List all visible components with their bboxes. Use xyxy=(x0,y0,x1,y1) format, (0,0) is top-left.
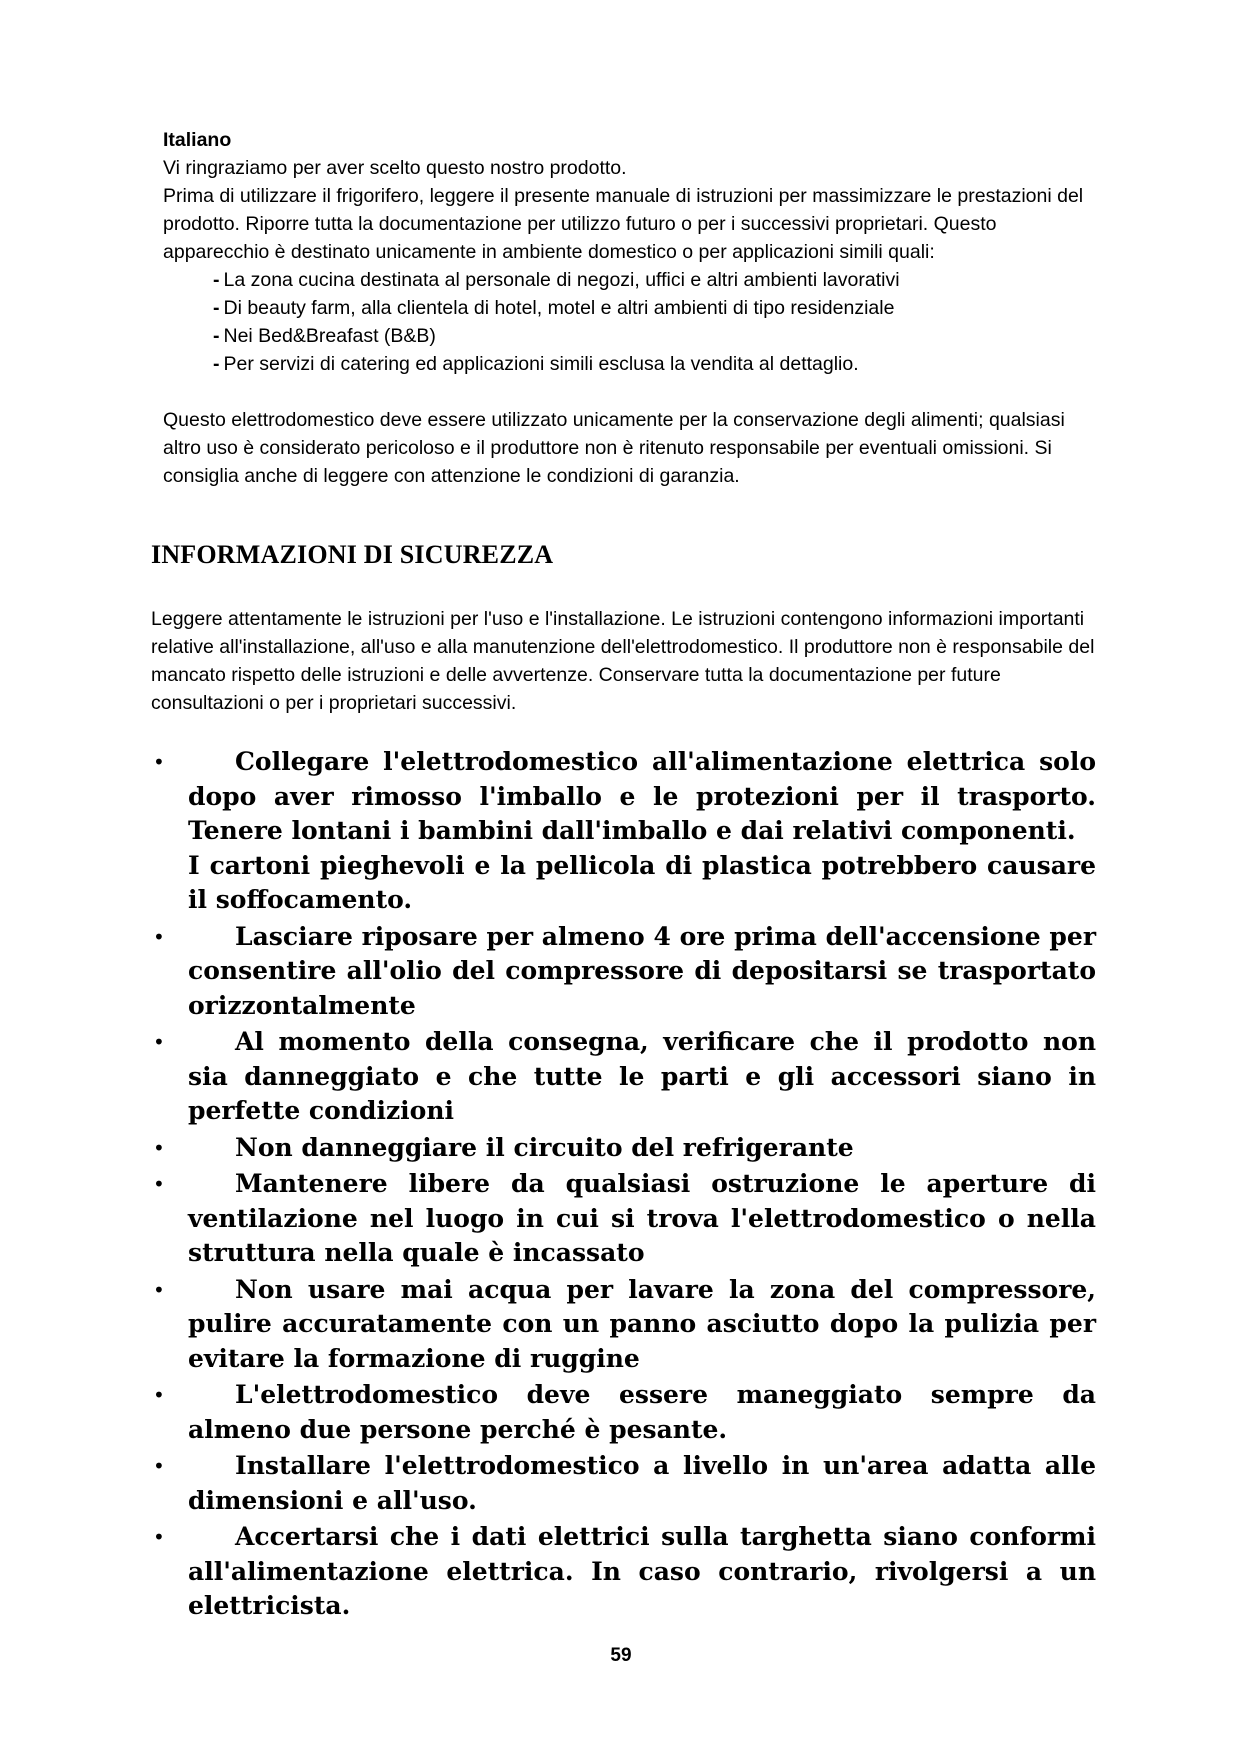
safety-item-text: Collegare l'elettrodomestico all'alimentazione elettrica solo dopo aver rimosso l'imballo e le protezioni per il trasporto. Tenere lontani i bambini dall'imballo e dai relativi componenti. xyxy=(188,747,1096,845)
safety-item xyxy=(151,1167,1096,1271)
bullet-icon: • xyxy=(153,1525,165,1549)
intro-paragraph: Prima di utilizzare il frigorifero, leggere il presente manuale di istruzioni per massimizzare le prestazioni del prodotto. Riporre tutta la documentazione per utilizzo futuro o per i successivi proprietari. Questo apparecchio è destinato unicamente in ambiente domestico o per applicazioni simili quali: xyxy=(163,185,1084,263)
safety-item xyxy=(151,1378,1096,1447)
use-text: Di beauty farm, alla clientela di hotel, motel e altri ambienti di tipo residenziale xyxy=(223,297,895,319)
bullet-icon: • xyxy=(153,1277,165,1302)
safety-item-extra: I cartoni pieghevoli e la pellicola di plastica potrebbero causare il soffocamento. xyxy=(188,850,1096,914)
bullet-icon: • xyxy=(153,1454,165,1478)
list-item xyxy=(213,266,1103,294)
use-text: La zona cucina destinata al personale di negozi, uffici e altri ambienti lavorativi xyxy=(223,269,900,291)
safety-item xyxy=(151,745,1096,918)
safety-list xyxy=(151,745,1096,1626)
safety-item xyxy=(151,1025,1096,1129)
bullet-icon: • xyxy=(153,1030,165,1054)
list-item xyxy=(213,294,1103,322)
usage-note: Questo elettrodomestico deve essere utilizzato unicamente per la conservazione degli alimenti; qualsiasi altro uso è considerato pericoloso e il produttore non è ritenuto responsabile per eventuali omissioni. Si consiglia anche di leggere con attenzione le condizioni di garanzia. xyxy=(163,409,1065,487)
bullet-icon: • xyxy=(153,1172,165,1196)
safety-item xyxy=(151,1449,1096,1518)
use-text: Nei Bed&Breafast (B&B) xyxy=(223,325,436,347)
list-item xyxy=(213,322,1103,350)
bullet-icon: • xyxy=(153,750,165,774)
safety-item-text: Al momento della consegna, verificare che il prodotto non sia danneggiato e che tutte le parti e gli accessori siano in perfette condizioni xyxy=(188,1027,1096,1125)
dash-icon: - xyxy=(213,353,220,375)
safety-item xyxy=(151,1273,1096,1377)
safety-item-text: Installare l'elettrodomestico a livello in un'area adatta alle dimensioni e all'uso. xyxy=(188,1451,1096,1515)
dash-icon: - xyxy=(213,297,220,319)
safety-item xyxy=(151,1131,1096,1166)
safety-item-text: L'elettrodomestico deve essere maneggiato sempre da almeno due persone perché è pesante. xyxy=(188,1380,1096,1444)
uses-list xyxy=(163,266,1103,378)
safety-item-text: Mantenere libere da qualsiasi ostruzione le aperture di ventilazione nel luogo in cui si trova l'elettrodomestico o nella struttura nella quale è incassato xyxy=(188,1169,1096,1267)
dash-icon: - xyxy=(213,325,220,347)
bullet-icon: • xyxy=(153,1383,165,1407)
safety-item-text: Accertarsi che i dati elettrici sulla targhetta siano conformi all'alimentazione elettrica. In caso contrario, rivolgersi a un elettricista. xyxy=(188,1522,1096,1620)
bullet-icon: • xyxy=(153,924,165,949)
intro-section xyxy=(163,126,1103,490)
safety-item xyxy=(151,1520,1096,1624)
safety-item-text: Non usare mai acqua per lavare la zona del compressore, pulire accuratamente con un panno asciutto dopo la pulizia per evitare la formazione di ruggine xyxy=(188,1274,1096,1373)
safety-item-text: Non danneggiare il circuito del refrigerante xyxy=(235,1132,854,1162)
thanks-line: Vi ringraziamo per aver scelto questo nostro prodotto. xyxy=(163,157,627,179)
use-text: Per servizi di catering ed applicazioni simili esclusa la vendita al dettaglio. xyxy=(223,353,859,375)
page-number: 59 xyxy=(610,1645,632,1666)
list-item xyxy=(213,350,1103,378)
safety-item xyxy=(151,920,1096,1024)
dash-icon: - xyxy=(213,269,220,291)
safety-intro: Leggere attentamente le istruzioni per l'uso e l'installazione. Le istruzioni contengono informazioni importanti relative all'installazione, all'uso e alla manutenzione dell'elettrodomestico. Il produttore non è responsabile del mancato rispetto delle istruzioni e delle avvertenze. Conservare tutta la documentazione per future consultazioni o per i proprietari successivi. xyxy=(151,608,1095,714)
language-heading: Italiano xyxy=(163,129,232,151)
bullet-icon: • xyxy=(153,1135,165,1160)
section-title: INFORMAZIONI DI SICUREZZA xyxy=(151,540,554,569)
safety-item-text: Lasciare riposare per almeno 4 ore prima dell'accensione per consentire all'olio del compressore di depositarsi se trasportato orizzontalmente xyxy=(188,921,1096,1020)
